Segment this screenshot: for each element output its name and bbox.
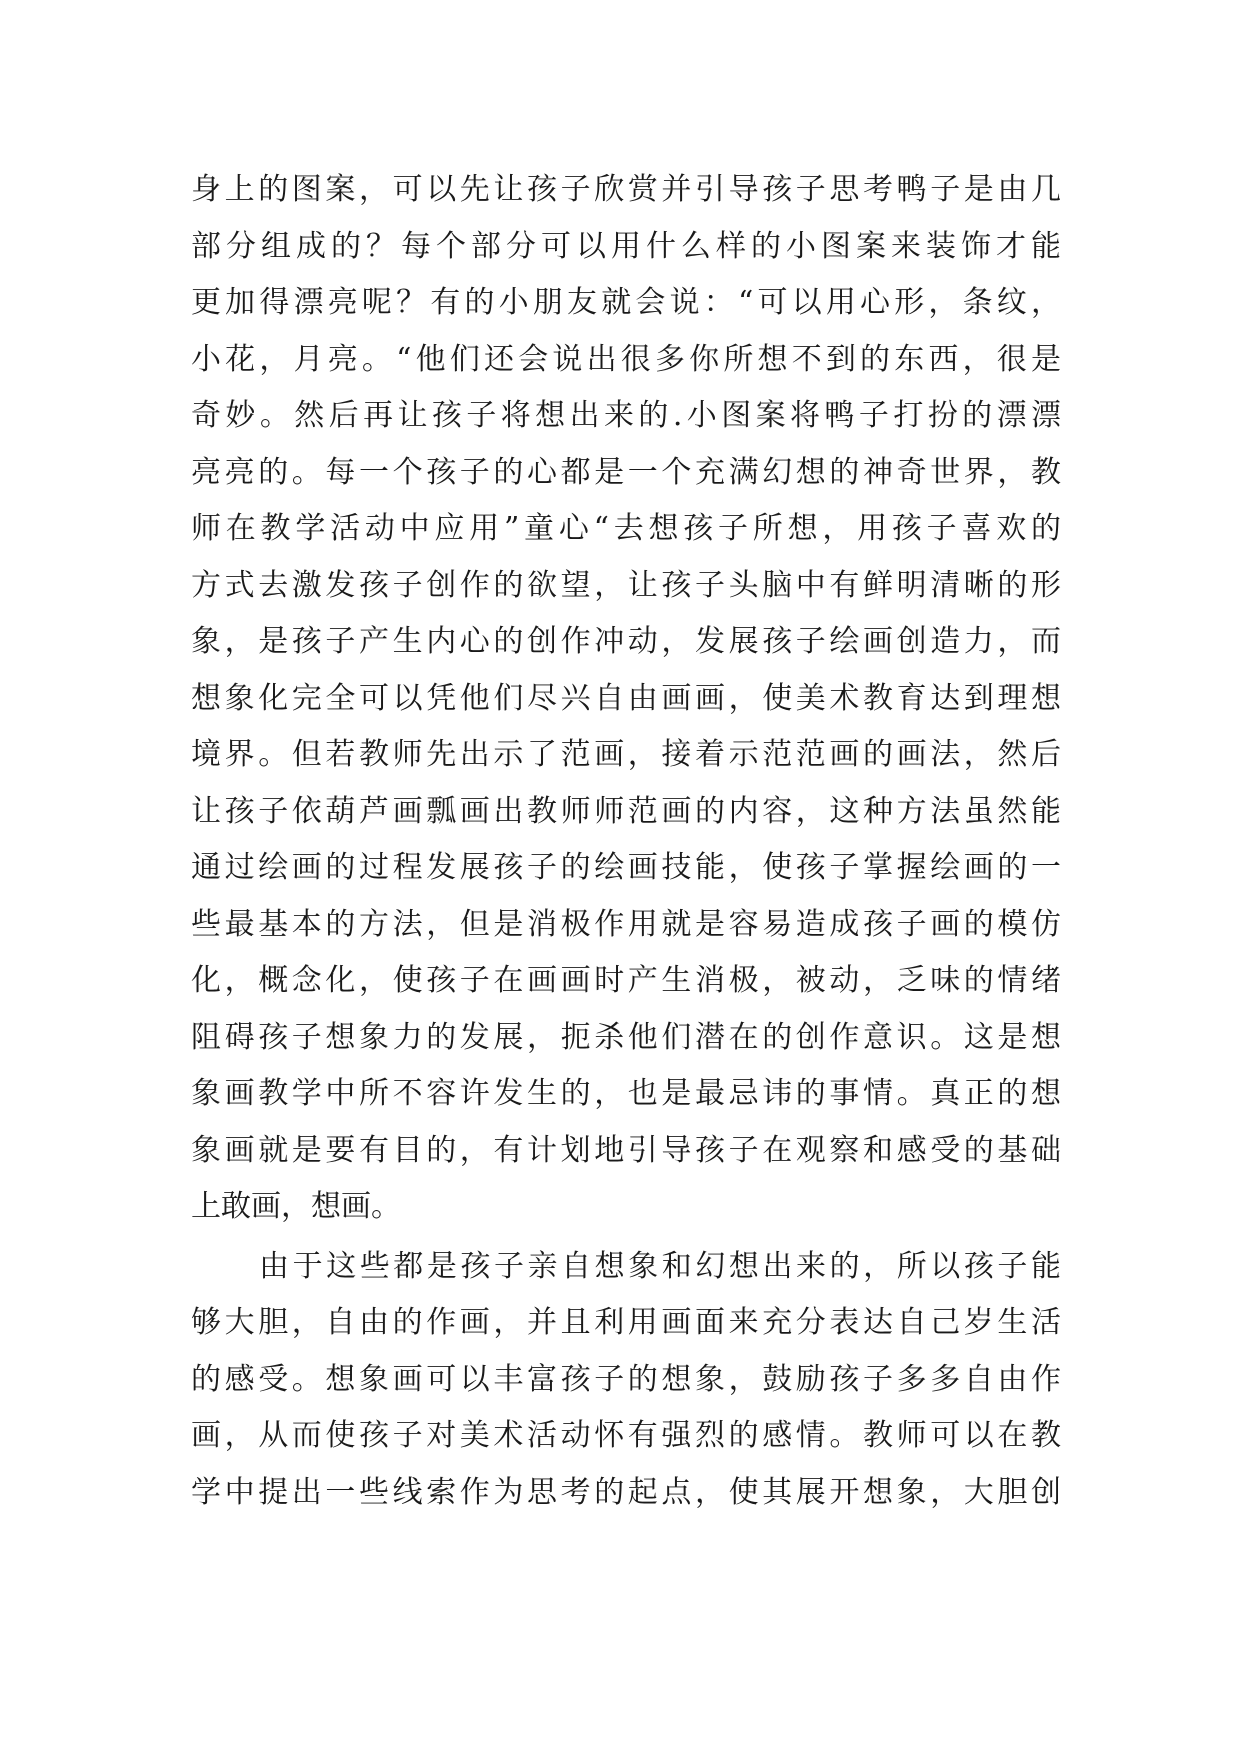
text-line: 更加得漂亮呢？有的小朋友就会说：“可以用心形，条纹， — [191, 285, 1061, 320]
text-line: 够大胆，自由的作画，并且利用画面来充分表达自己岁生活 — [191, 1305, 1061, 1340]
text-line: 小花，月亮。“他们还会说出很多你所想不到的东西，很是 — [191, 341, 1061, 377]
text-line: 亮亮的。每一个孩子的心都是一个充满幻想的神奇世界，教 — [191, 454, 1061, 490]
text-line: 师在教学活动中应用”童心“去想孩子所想，用孩子喜欢的 — [191, 511, 1061, 546]
text-line: 的感受。想象画可以丰富孩子的想象，鼓励孩子多多自由作 — [191, 1361, 1061, 1397]
text-line: 让孩子依葫芦画瓢画出教师师范画的内容，这种方法虽然能 — [191, 793, 1061, 829]
text-line: 通过绘画的过程发展孩子的绘画技能，使孩子掌握绘画的一 — [191, 850, 1061, 885]
text-line: 由于这些都是孩子亲自想象和幻想出来的，所以孩子能 — [259, 1248, 1061, 1284]
paragraph-1 — [191, 162, 1061, 1236]
text-line: 奇妙。然后再让孩子将想出来的.小图案将鸭子打扮的漂漂 — [191, 398, 1061, 433]
text-line: 化，概念化，使孩子在画画时产生消极，被动，乏味的情绪 — [191, 963, 1061, 998]
text-line: 上敢画，想画。 — [191, 1189, 401, 1224]
text-line: 境界。但若教师先出示了范画，接着示范范画的画法，然后 — [191, 737, 1061, 772]
paragraph-2 — [191, 1239, 1061, 1522]
text-line: 想象化完全可以凭他们尽兴自由画画，使美术教育达到理想 — [191, 680, 1061, 716]
text-line: 画，从而使孩子对美术活动怀有强烈的感情。教师可以在教 — [191, 1418, 1061, 1453]
text-line: 部分组成的？每个部分可以用什么样的小图案来装饰才能 — [191, 228, 1061, 264]
text-line: 象画教学中所不容许发生的，也是最忌讳的事情。真正的想 — [191, 1076, 1061, 1111]
text-line: 象画就是要有目的，有计划地引导孩子在观察和感受的基础 — [191, 1132, 1061, 1168]
text-line: 阻碍孩子想象力的发展，扼杀他们潜在的创作意识。这是想 — [191, 1019, 1061, 1055]
text-line: 身上的图案，可以先让孩子欣赏并引导孩子思考鸭子是由几 — [191, 172, 1061, 207]
text-line: 学中提出一些线索作为思考的起点，使其展开想象，大胆创 — [191, 1474, 1061, 1510]
text-line: 方式去激发孩子创作的欲望，让孩子头脑中有鲜明清晰的形 — [191, 567, 1061, 603]
text-line: 象，是孩子产生内心的创作冲动，发展孩子绘画创造力，而 — [191, 624, 1061, 659]
text-line: 些最基本的方法，但是消极作用就是容易造成孩子画的模仿 — [191, 906, 1061, 942]
body-text — [191, 162, 1061, 1521]
